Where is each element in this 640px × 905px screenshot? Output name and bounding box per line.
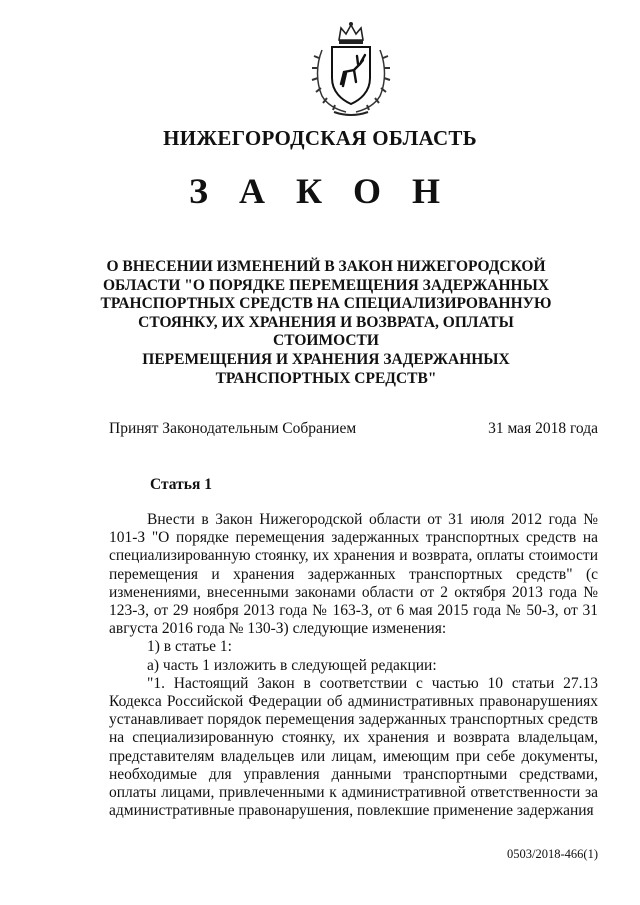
article-paragraph: Внести в Закон Нижегородской области от 31 июля 2012 года № 101-З "О порядке перемещения задержанных транспортных средств на специализированную стоянку, их хранения и возврата, оплаты стоимости перемещения и хранения задержанных транспортных средств" (с изменениями, внесенными законами области от 2 октября 2013 года № 123-З, от 29 ноября 2013 года № 163-З, от 6 мая 2015 года № 50-З, от 31 августа 2016 года № 130-З) следующие изменения: bbox=[109, 511, 598, 638]
law-title-line: ТРАНСПОРТНЫХ СРЕДСТВ НА СПЕЦИАЛИЗИРОВАННУЮ bbox=[100, 295, 552, 313]
law-title bbox=[100, 258, 552, 388]
adoption-label: Принят Законодательным Собранием bbox=[109, 420, 357, 437]
coat-of-arms-emblem bbox=[310, 20, 392, 120]
article-paragraph: 1) в статье 1: bbox=[147, 638, 232, 656]
article-body bbox=[109, 511, 598, 820]
law-title-line: ОБЛАСТИ "О ПОРЯДКЕ ПЕРЕМЕЩЕНИЯ ЗАДЕРЖАННЫХ bbox=[102, 276, 550, 294]
article-paragraph: "1. Настоящий Закон в соответствии с частью 10 статьи 27.13 Кодекса Российской Федерации об административных правонарушениях устанавливает порядок перемещения задержанных транспортных средств на специализированную стоянку, их хранения и возврата владельцам, представителям владельцев или лицам, имеющим при себе документы, необходимые для управления данными транспортными средствами, оплаты лицами, привлеченными к административной ответственности за административные правонарушения, повлекшие применение задержания bbox=[109, 674, 598, 820]
law-title-line: О ВНЕСЕНИИ ИЗМЕНЕНИЙ В ЗАКОН НИЖЕГОРОДСКОЙ bbox=[106, 258, 546, 275]
adoption-date: 31 мая 2018 года bbox=[488, 420, 598, 437]
document-code: 0503/2018-466(1) bbox=[507, 847, 598, 861]
law-title-line: ТРАНСПОРТНЫХ СРЕДСТВ" bbox=[215, 369, 437, 387]
article-paragraph: а) часть 1 изложить в следующей редакции: bbox=[147, 656, 437, 674]
law-title-line: СТОЯНКУ, ИХ ХРАНЕНИЯ И ВОЗВРАТА, ОПЛАТЫ СТОИМОСТИ bbox=[138, 313, 514, 350]
law-title-line: ПЕРЕМЕЩЕНИЯ И ХРАНЕНИЯ ЗАДЕРЖАННЫХ bbox=[142, 350, 510, 368]
article-heading: Статья 1 bbox=[150, 476, 212, 493]
document-type: З А К О Н bbox=[188, 171, 452, 211]
coat-of-arms-icon bbox=[310, 20, 392, 120]
region-name: НИЖЕГОРОДСКАЯ ОБЛАСТЬ bbox=[163, 126, 477, 150]
